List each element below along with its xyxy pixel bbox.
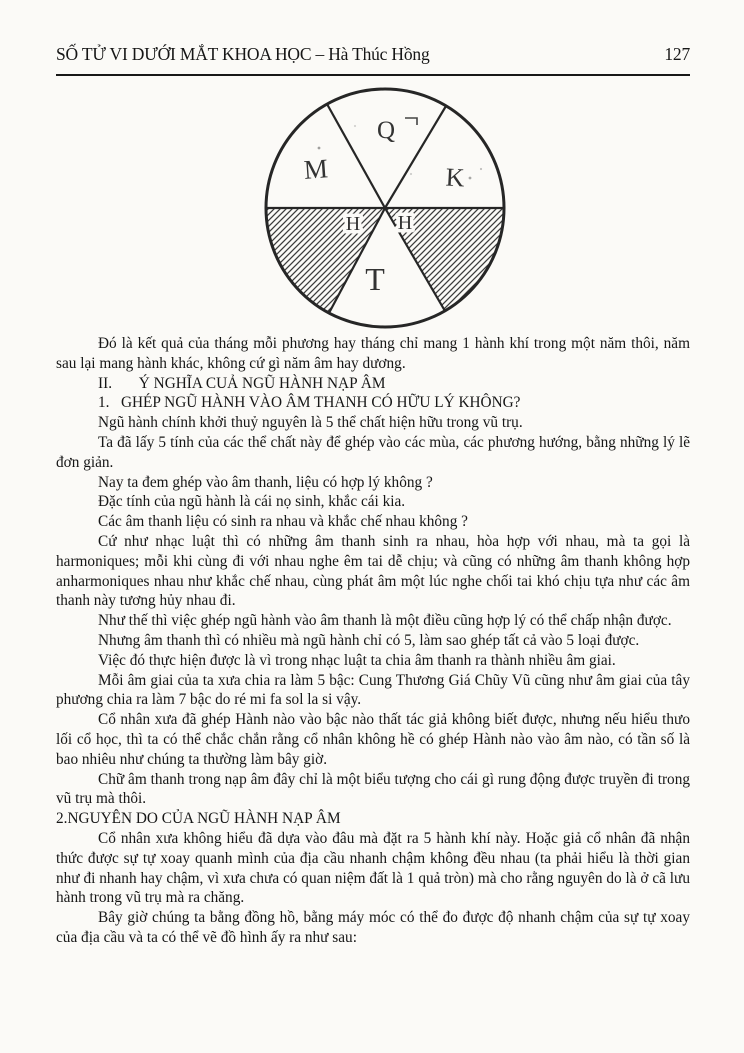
q-scan-mark [405, 118, 417, 125]
paragraph: Như thế thì việc ghép ngũ hành vào âm thanh là một điều cũng hợp lý có thể chấp nhận được. [98, 612, 672, 630]
paragraph: Cổ nhân xưa không hiểu đã dựa vào đâu mà đặt ra 5 hành khí này. Hoặc giả cổ nhân đã nhận thức được sự tự xoay quanh mình của địa cầu nhanh chậm không đều nhau (ta phải hiểu là thời gian như đi nhanh hay chậm, vì xưa chưa có quan niệm đất là 1 quả tròn) mà cho rằng nguyên do là ở cã lưu hành trong vũ trụ mà ra chăng. [56, 829, 690, 907]
book-title: SỐ TỬ VI DƯỚI MẮT KHOA HỌC – Hà Thúc Hồng [56, 44, 430, 64]
paragraph: Các âm thanh liệu có sinh ra nhau và khắc chế nhau không ? [98, 513, 468, 531]
paragraph: Đó là kết quả của tháng mỗi phương hay tháng chỉ mang 1 hành khí trong một năm thôi, năm sau lại mang hành khác, không cứ gì năm âm hay dương. [56, 335, 690, 372]
scan-noise [318, 147, 321, 150]
label-q: Q [376, 117, 396, 144]
wheel-diagram [259, 86, 511, 336]
label-h-right: H [397, 212, 413, 234]
scan-noise [480, 168, 482, 170]
label-m: M [302, 153, 329, 185]
paragraph: Bây giờ chúng ta bằng đồng hồ, bằng máy móc có thể đo được độ nhanh chậm của sự tự xoay của địa cầu và ta có thể vẽ đồ hình ấy ra như sau: [56, 909, 690, 946]
text-content [56, 334, 690, 948]
scan-noise [410, 173, 412, 175]
nguhanh-wheel-figure [259, 86, 511, 336]
label-h-left: H [345, 213, 361, 235]
page-header [56, 44, 690, 65]
paragraph: Nay ta đem ghép vào âm thanh, liệu có hợp lý không ? [98, 473, 433, 491]
scan-noise [469, 177, 472, 180]
section-heading: II. Ý NGHĨA CUẢ NGŨ HÀNH NẠP ÂM [98, 374, 386, 392]
label-t: T [365, 261, 385, 297]
paragraph: Việc đó thực hiện được là vì trong nhạc luật ta chia âm thanh ra thành nhiều âm giai. [98, 651, 616, 669]
label-k: K [444, 162, 466, 193]
paragraph: Cổ nhân xưa đã ghép Hành nào vào bậc nào thất tác giả không biết được, nhưng nếu hiểu thưo lối cổ học, thì ta có thể chắc chắn rằng cổ nhân không hề có ghép Hành nào vào âm nào, có tần số là bao nhiêu như chúng ta thường làm bây giờ. [56, 711, 690, 768]
section-heading: 2.NGUYÊN DO CỦA NGŨ HÀNH NẠP ÂM [56, 810, 341, 828]
header-rule [56, 74, 690, 76]
paragraph: Mỗi âm giai của ta xưa chia ra làm 5 bậc: Cung Thương Giá Chũy Vũ cũng như âm giai của tây phương chia ra làm 7 bậc do ré mi fa sol la si vậy. [56, 671, 690, 709]
paragraph: Nhưng âm thanh thì có nhiều mà ngũ hành chỉ có 5, làm sao ghép tất cả vào 5 loại được. [98, 631, 640, 649]
scan-noise [354, 125, 356, 127]
page-number: 127 [664, 44, 690, 64]
paragraph: Cứ như nhạc luật thì có những âm thanh sinh ra nhau, hòa hợp với nhau, mà ta gọi là harmoniques; mỗi khi cùng đi với nhau nghe êm tai dễ chịu; và cũng có những âm thanh không hợp anharmoniques nhau như khắc chế nhau, cùng phát âm một lúc nghe chối tai khó chịu tựa như các âm thanh này tương hủy nhau đi. [56, 532, 690, 610]
paragraph: Đặc tính của ngũ hành là cái nọ sinh, khắc cái kia. [98, 493, 406, 511]
paragraph: Chữ âm thanh trong nạp âm đây chỉ là một biểu tượng cho cái gì rung động được truyền đi trong vũ trụ mà thôi. [56, 770, 690, 808]
paragraph: Ngũ hành chính khởi thuỷ nguyên là 5 thể chất hiện hữu trong vũ trụ. [98, 414, 523, 432]
paragraph: Ta đã lấy 5 tính của các thể chất này để ghép vào các mùa, các phương hướng, bằng những lý lẽ đơn giản. [56, 433, 690, 471]
section-heading: 1. GHÉP NGŨ HÀNH VÀO ÂM THANH CÓ HỮU LÝ KHÔNG? [98, 394, 521, 412]
